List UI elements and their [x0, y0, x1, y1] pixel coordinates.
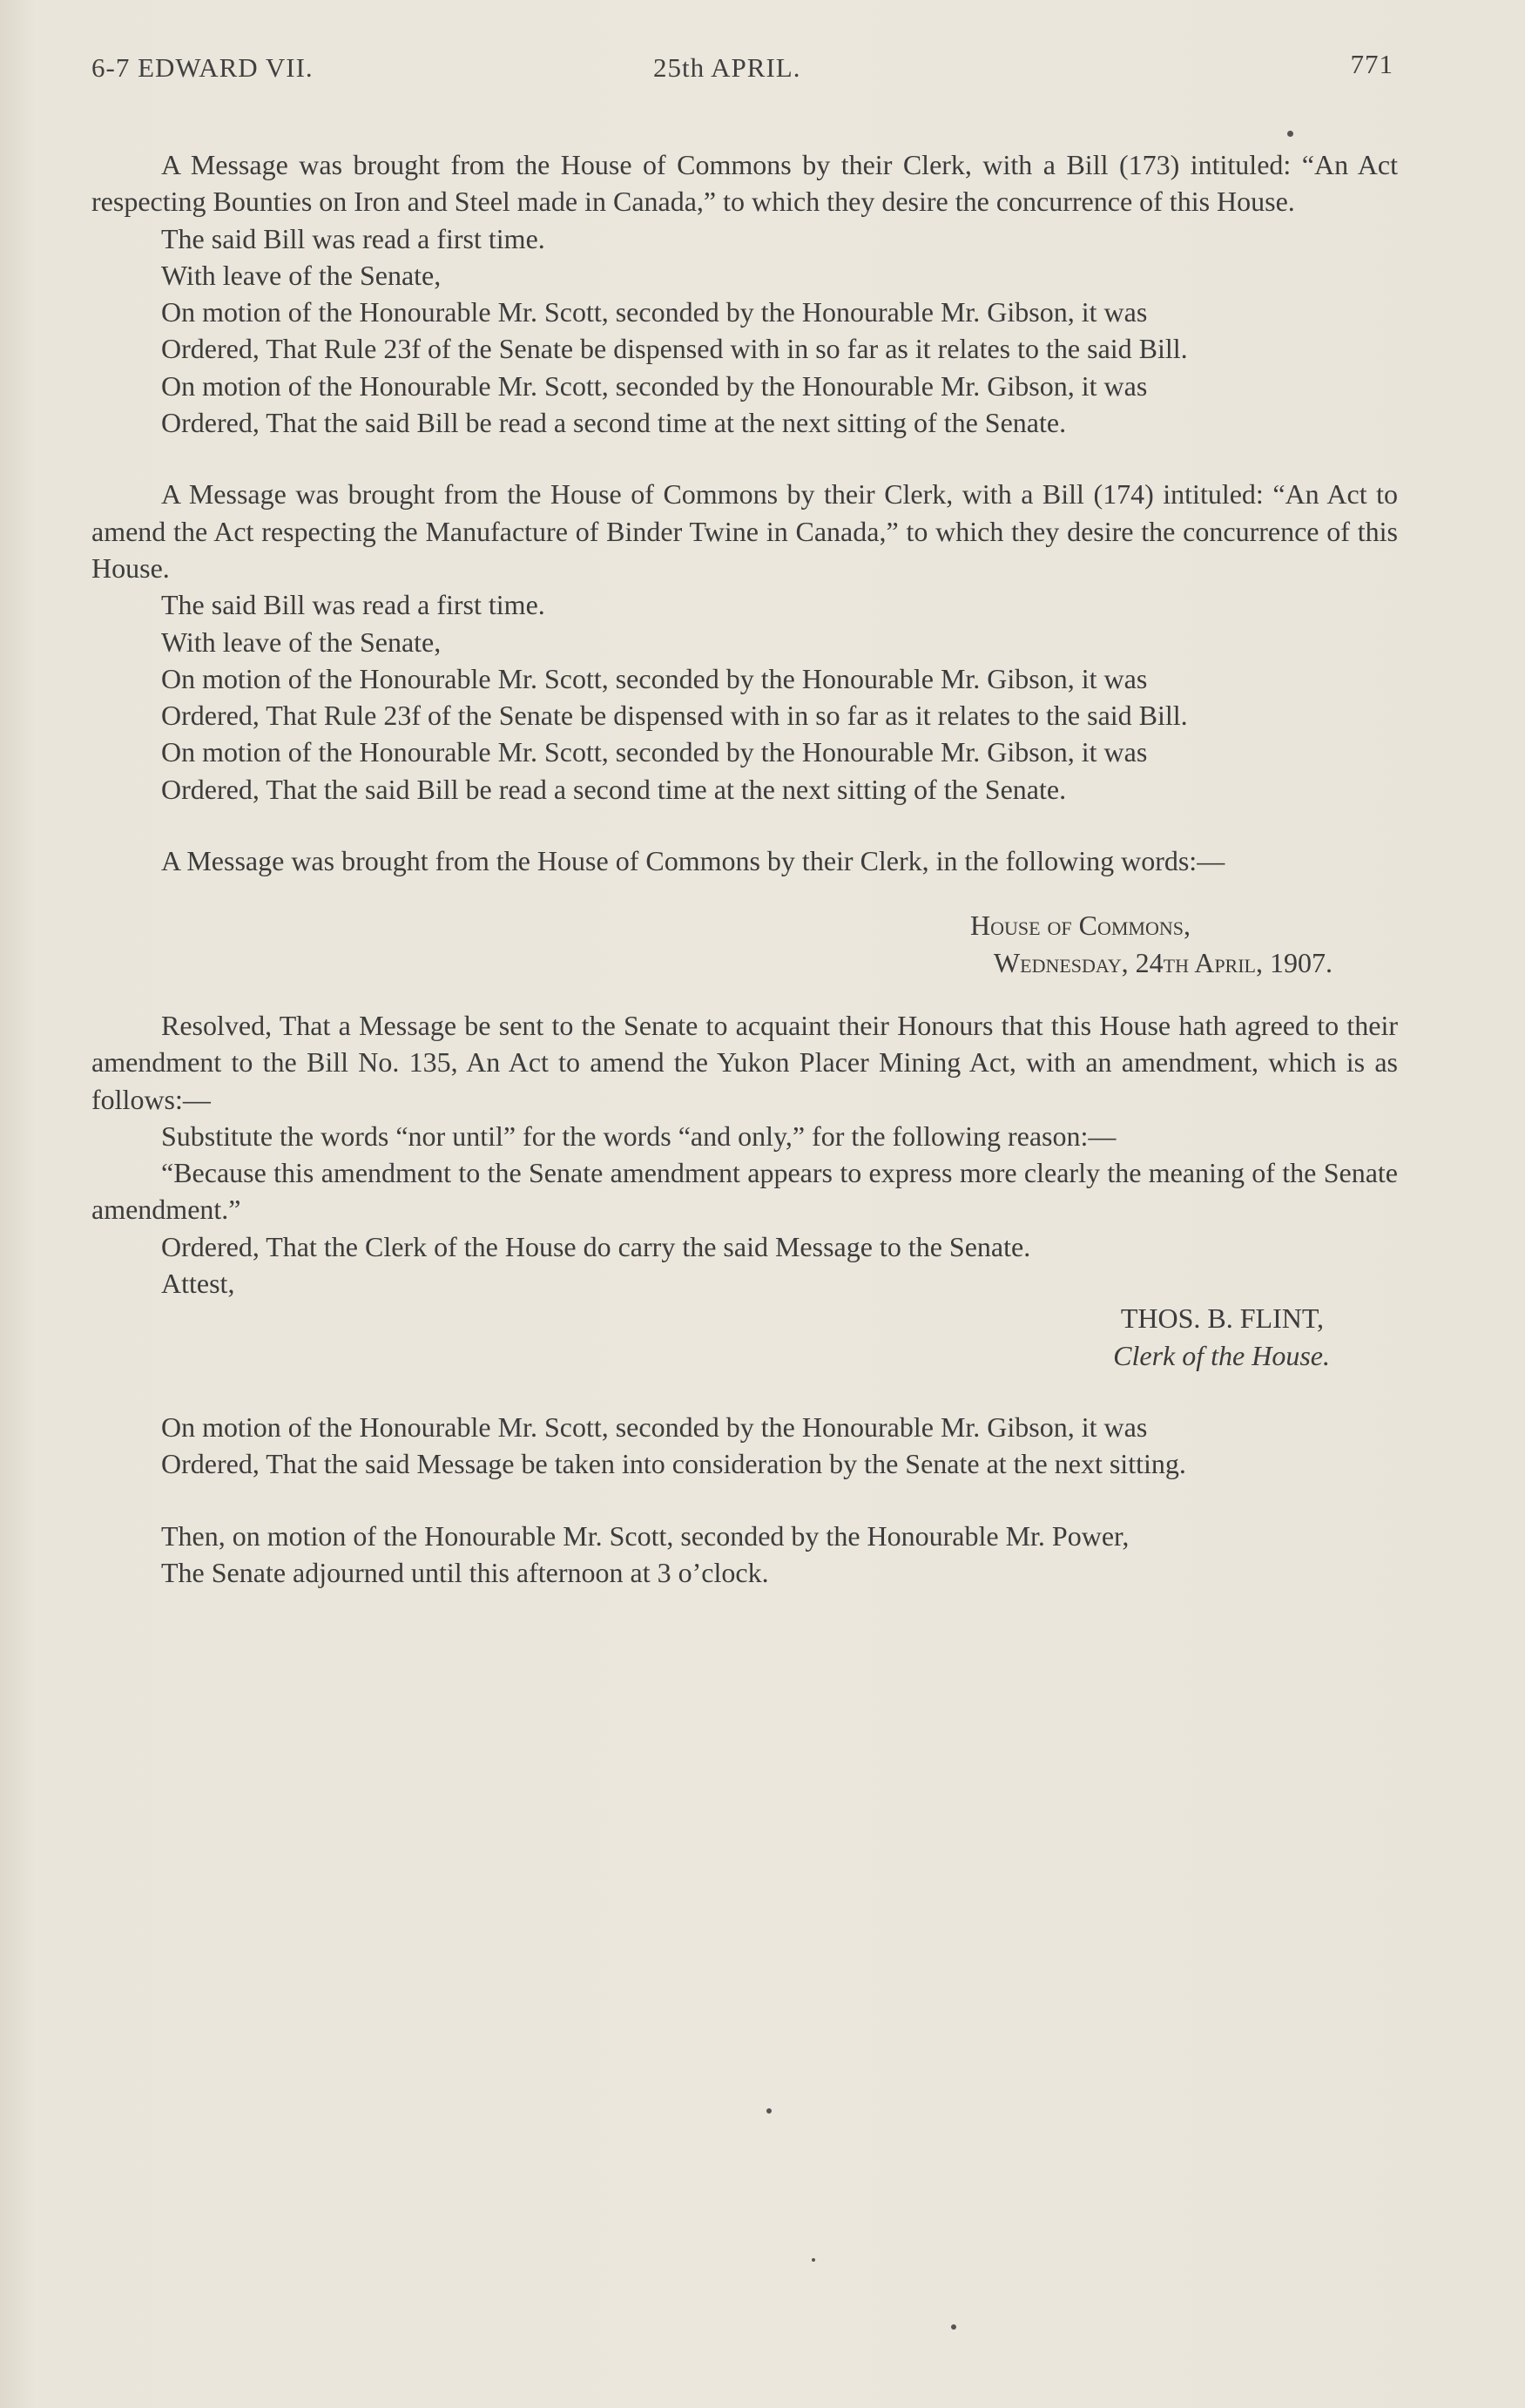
- journal-body: [91, 146, 1398, 1591]
- print-speck: [812, 2258, 815, 2262]
- substitute-paragraph: Substitute the words “nor until” for the words “and only,” for the following reason:—: [161, 1119, 1117, 1152]
- message-bill-173: A Message was brought from the House of Commons by their Clerk, with a Bill (173) intituled: “An Act respecting Bounties on Iron and Steel made in Canada,” to which they desire the concurrence of this House.: [91, 149, 1398, 218]
- running-head-regnal-year: 6-7 EDWARD VII.: [91, 52, 314, 83]
- running-head: [91, 49, 1393, 96]
- order-1a: Ordered, That Rule 23f of the Senate be dispensed with in so far as it relates to the said Bill.: [161, 333, 1188, 365]
- running-head-date: 25th APRIL.: [653, 52, 801, 83]
- senate-adjourned: The Senate adjourned until this afternoon at 3 o’clock.: [161, 1556, 769, 1588]
- message-commons-intro: A Message was brought from the House of Commons by their Clerk, in the following words:—: [161, 845, 1225, 877]
- page-number: 771: [1350, 49, 1393, 79]
- motion-2a: On motion of the Honourable Mr. Scott, seconded by the Honourable Mr. Gibson, it was: [161, 662, 1148, 694]
- print-speck: [951, 2324, 956, 2330]
- dateline-place: House of Commons,: [969, 910, 1191, 942]
- first-reading-bill-173: The said Bill was read a first time.: [161, 222, 545, 254]
- motion-adjourn: Then, on motion of the Honourable Mr. Scott, seconded by the Honourable Mr. Power,: [161, 1519, 1130, 1552]
- order-message-consideration: Ordered, That the said Message be taken into consideration by the Senate at the next sitting.: [161, 1448, 1186, 1480]
- first-reading-bill-174: The said Bill was read a first time.: [161, 589, 545, 621]
- print-speck: [1287, 131, 1293, 137]
- message-bill-174: A Message was brought from the House of Commons by their Clerk, with a Bill (174) intituled: “An Act to amend the Act respecting the Manufacture of Binder Twine in Canada,” to which they desire the concurrence of this House.: [91, 478, 1398, 584]
- because-paragraph: “Because this amendment to the Senate amendment appears to express more clearly the meaning of the Senate amendment.”: [91, 1157, 1398, 1226]
- dateline-date-text: Wednesday, 24th April, 1907.: [993, 946, 1333, 978]
- ordered-clerk-paragraph: Ordered, That the Clerk of the House do carry the said Message to the Senate.: [161, 1230, 1031, 1262]
- motion-1a: On motion of the Honourable Mr. Scott, seconded by the Honourable Mr. Gibson, it was: [161, 296, 1148, 328]
- leave-of-senate-1: With leave of the Senate,: [161, 259, 442, 291]
- signature-title: Clerk of the House.: [1113, 1339, 1330, 1371]
- leave-of-senate-2: With leave of the Senate,: [161, 626, 442, 658]
- motion-message-consideration: On motion of the Honourable Mr. Scott, seconded by the Honourable Mr. Gibson, it was: [161, 1410, 1148, 1443]
- motion-2b: On motion of the Honourable Mr. Scott, seconded by the Honourable Mr. Gibson, it was: [161, 736, 1148, 768]
- motion-1b: On motion of the Honourable Mr. Scott, seconded by the Honourable Mr. Gibson, it was: [161, 369, 1148, 402]
- order-2a: Ordered, That Rule 23f of the Senate be dispensed with in so far as it relates to the said Bill.: [161, 700, 1188, 732]
- order-1b: Ordered, That the said Bill be read a second time at the next sitting of the Senate.: [161, 407, 1067, 439]
- signature-name: THOS. B. FLINT,: [1120, 1302, 1324, 1335]
- dateline-date: [91, 944, 1398, 981]
- resolved-paragraph: Resolved, That a Message be sent to the Senate to acquaint their Honours that this House hath agreed to their amendment to the Bill No. 135, An Act to amend the Yukon Placer Mining Act, with an amendment, which is as follows:—: [91, 1009, 1398, 1115]
- print-speck: [766, 2108, 772, 2114]
- attest-line: Attest,: [161, 1268, 235, 1300]
- order-2b: Ordered, That the said Bill be read a second time at the next sitting of the Senate.: [161, 773, 1067, 805]
